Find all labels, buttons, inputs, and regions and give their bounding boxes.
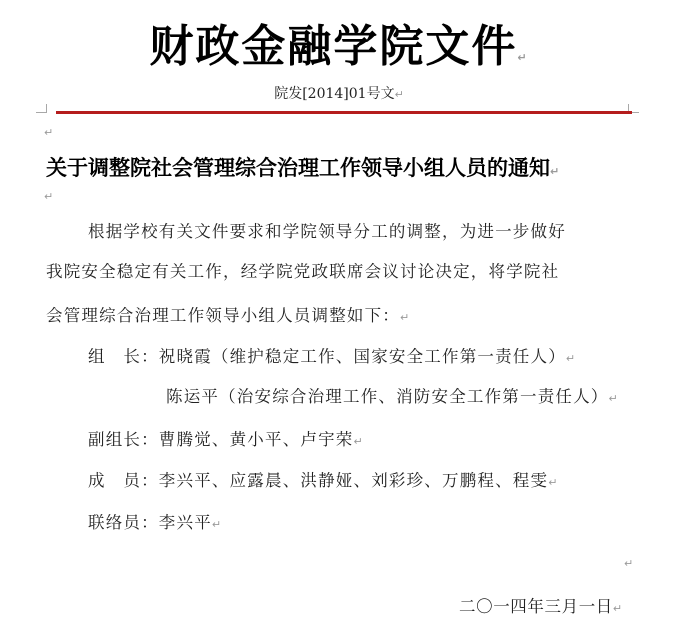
paragraph-mark: ↵ [624, 557, 634, 570]
liaison-line: 联络员：李兴平↵ [88, 513, 223, 532]
paragraph-mark: ↵ [211, 518, 223, 531]
paragraph-mark: ↵ [353, 435, 364, 448]
paragraph-mark: ↵ [608, 392, 619, 405]
paragraph-mark: ↵ [400, 311, 411, 324]
paragraph-mark: ↵ [565, 352, 577, 365]
corner-mark-top-left [36, 104, 47, 113]
paragraph-mark: ↵ [517, 51, 529, 64]
paragraph-line-2: 我院安全稳定有关工作，经学院党政联席会议讨论决定，将学院社 [46, 262, 560, 281]
leader-line-1: 组 长：祝晓霞（维护稳定工作、国家安全工作第一责任人）↵ [88, 347, 577, 366]
document-title: 财政金融学院文件↵ [149, 21, 529, 72]
paragraph-line-3: 会管理综合治理工作领导小组人员调整如下：↵ [46, 306, 411, 325]
document-date: 二〇一四年三月一日↵ [459, 597, 623, 616]
notice-title: 关于调整院社会管理综合治理工作领导小组人员的通知↵ [46, 155, 560, 180]
paragraph-mark: ↵ [612, 602, 623, 615]
red-header-rule [56, 111, 632, 114]
members-line: 成 员：李兴平、应露晨、洪静娅、刘彩珍、万鹏程、程雯↵ [88, 471, 559, 490]
paragraph-line-1: 根据学校有关文件要求和学院领导分工的调整，为进一步做好 [88, 222, 566, 241]
document-number: 院发[2014]01号文↵ [274, 86, 404, 102]
paragraph-mark: ↵ [548, 476, 559, 489]
leader-line-2: 陈运平（治安综合治理工作、消防安全工作第一责任人）↵ [166, 387, 619, 406]
paragraph-mark: ↵ [44, 126, 54, 139]
paragraph-mark: ↵ [44, 190, 54, 203]
paragraph-mark: ↵ [550, 165, 560, 178]
paragraph-mark: ↵ [394, 88, 404, 101]
deputy-leaders-line: 副组长：曹腾觉、黄小平、卢宇荣↵ [88, 430, 364, 449]
